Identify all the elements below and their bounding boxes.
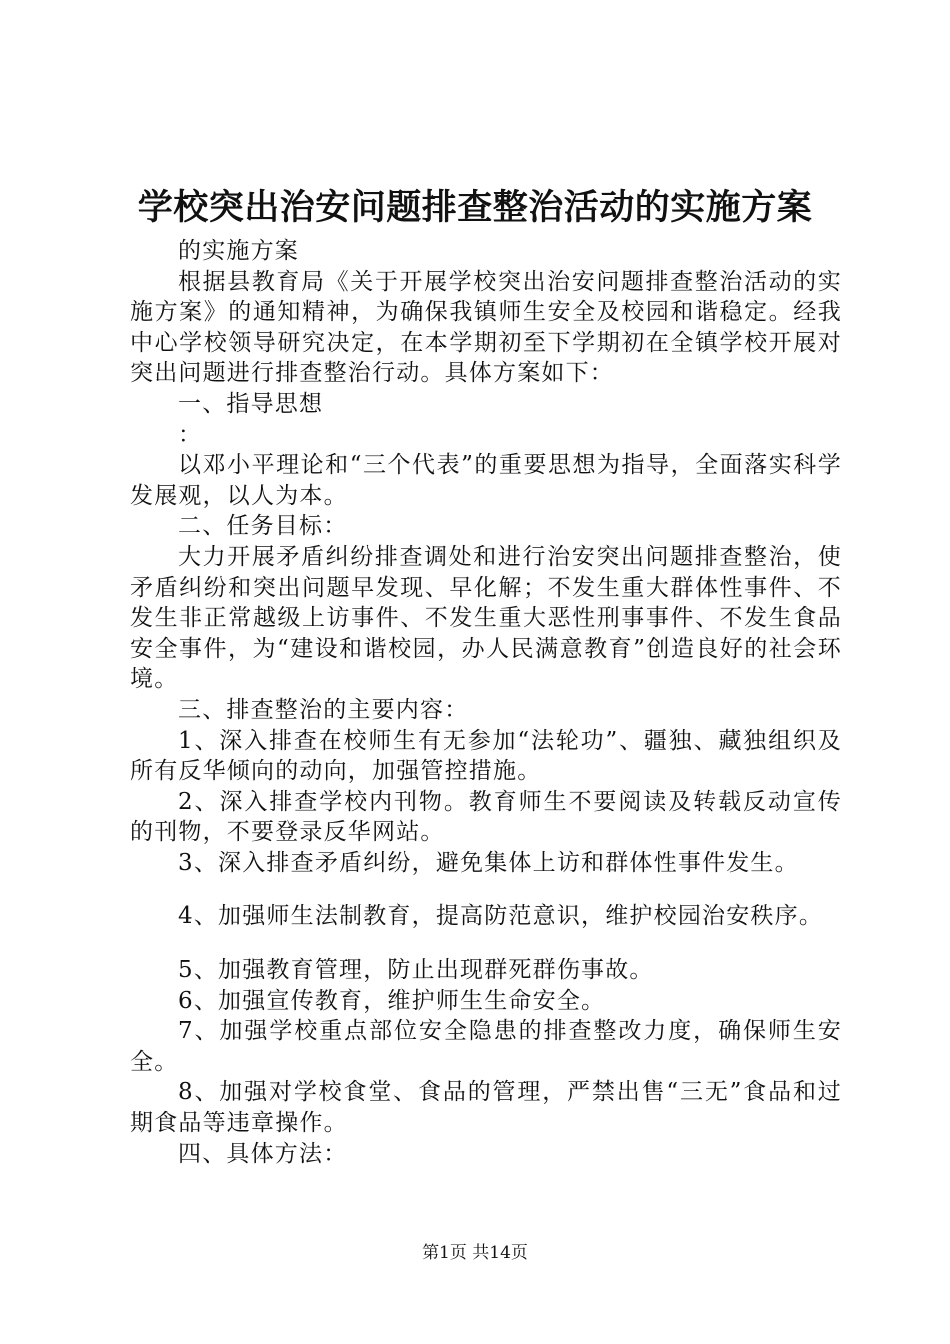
section-heading-methods: 四、具体方法： [178,1140,348,1167]
section-heading-main-content: 三、排查整治的主要内容： [178,696,469,723]
paragraph-goals: 大力开展矛盾纠纷排查调处和进行治安突出问题排查整治，使矛盾纠纷和突出问题早发现、早化解；不发生重大群体性事件、不发生非正常越级上访事件、不发生重大恶性刑事事件、不发生食品安全事件，为“建设和谐校园，办人民满意教育”创造良好的社会环境。 [130,543,842,693]
page-footer: 第1页 共14页 [422,1243,528,1263]
paragraph-guiding-thought: 以邓小平理论和“三个代表”的重要思想为指导，全面落实科学发展观，以人为本。 [130,452,842,509]
list-item-6: 6、加强宣传教育，维护师生生命安全。 [178,987,606,1014]
list-item-7: 7、加强学校重点部位安全隐患的排查整改力度，确保师生安全。 [130,1018,842,1075]
paragraph-gap [130,932,842,955]
paragraph-intro: 根据县教育局《关于开展学校突出治安问题排查整治活动的实施方案》的通知精神，为确保我镇师生安全及校园和谐稳定。经我中心学校领导研究决定，在本学期初至下学期初在全镇学校开展对突出问题进行排查整治行动。具体方案如下： [130,268,842,387]
list-item-2: 2、深入排查学校内刊物。教育师生不要阅读及转载反动宣传的刊物，不要登录反华网站。 [130,788,842,846]
paragraph-intro-heading: 的实施方案 [178,238,299,264]
list-item-4: 4、加强师生法制教育，提高防范意识，维护校园治安秩序。 [178,903,824,930]
list-item-1: 1、深入排查在校师生有无参加“法轮功”、疆独、藏独组织及所有反华倾向的动向，加强管控措施。 [130,727,842,785]
paragraph-colon: ： [178,421,203,448]
list-item-5: 5、加强教育管理，防止出现群死群伤事故。 [178,957,654,984]
section-heading-guiding-thought: 一、指导思想 [178,390,324,417]
paragraph-gap [130,878,842,901]
list-item-3: 3、深入排查矛盾纠纷，避免集体上访和群体性事件发生。 [178,849,799,876]
document-body [130,236,842,1169]
document-title: 学校突出治安问题排查整治活动的实施方案 [137,187,813,228]
list-item-8: 8、加强对学校食堂、食品的管理，严禁出售“三无”食品和过期食品等违章操作。 [130,1079,842,1137]
section-heading-goals: 二、任务目标： [178,513,348,540]
